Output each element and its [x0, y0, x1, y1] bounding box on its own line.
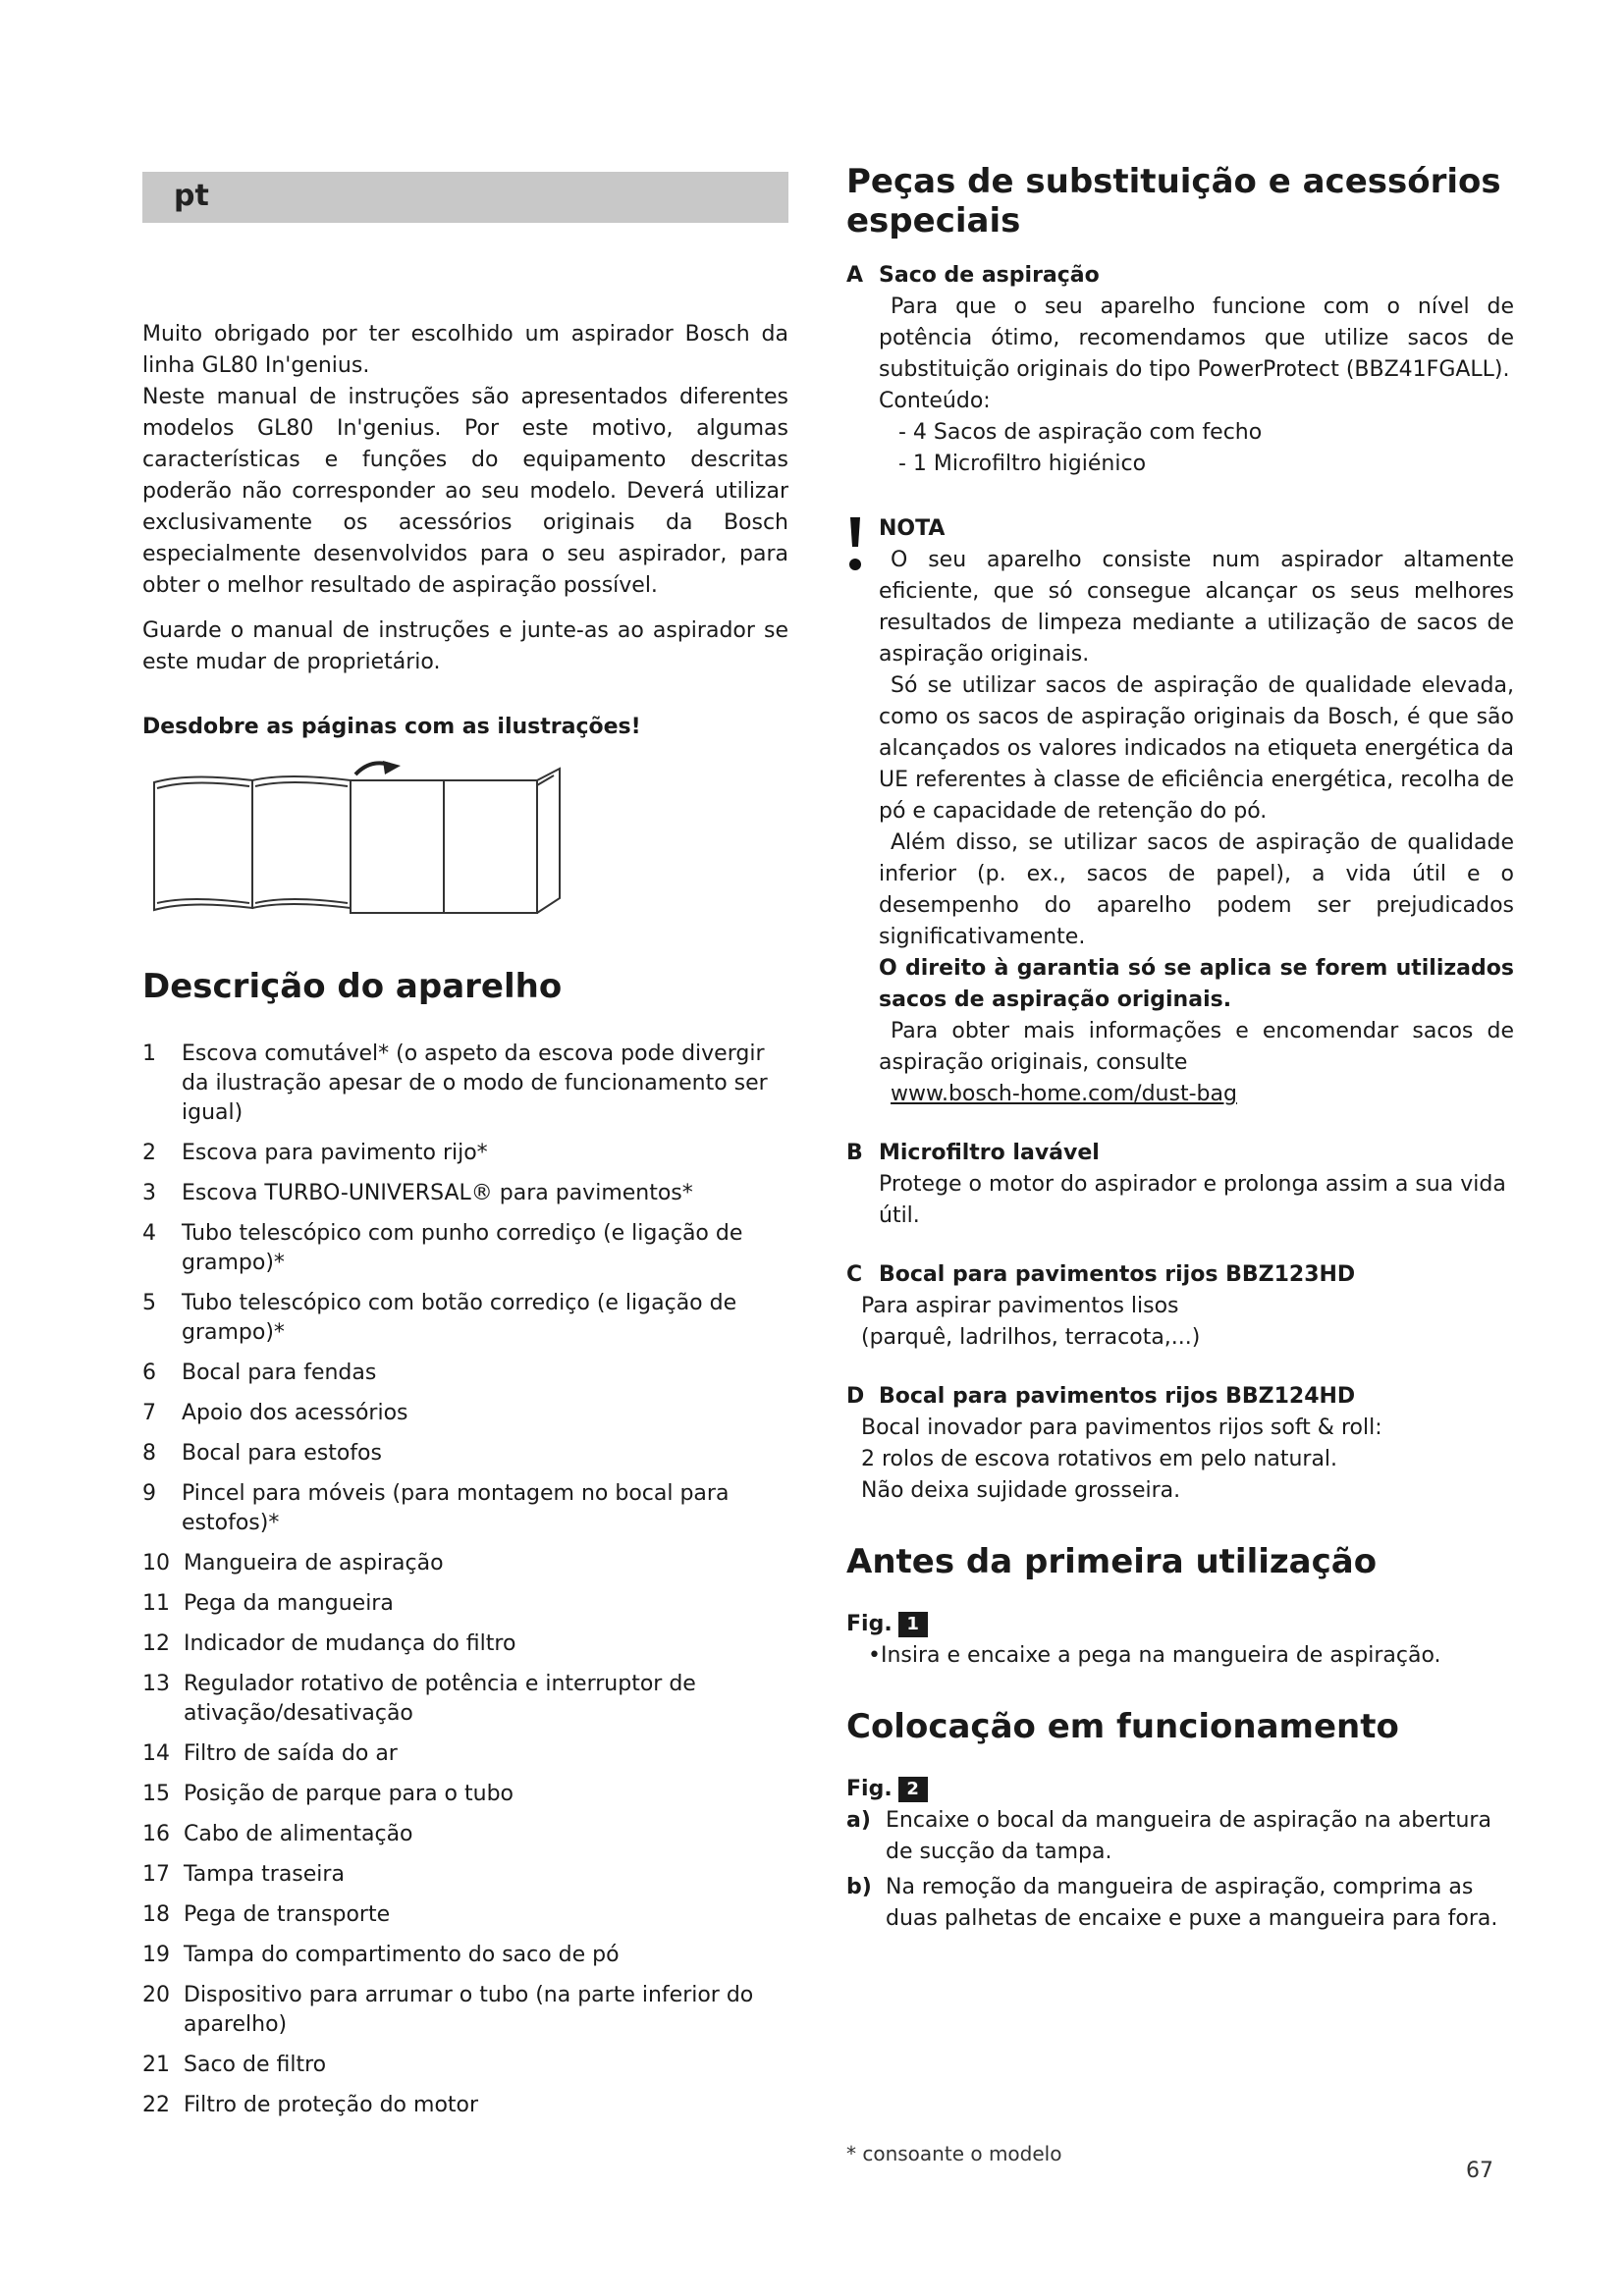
note-p2: Só se utilizar sacos de aspiração de qualidade elevada, como os sacos de aspiração originais da Bosch, é que são alcançados os valores indicados na etiqueta energética da UE referentes à classe de eficiência energética, recolha de pó e capacidade de retenção do pó. [879, 673, 1514, 824]
item-number: 12 [142, 1631, 170, 1656]
note-p1: O seu aparelho consiste num aspirador altamente eficiente, que só consegue alcançar os seus melhores resultados de limpeza mediante a utilização de sacos de aspiração originais. [879, 548, 1514, 667]
figure-reference [846, 1774, 1514, 1805]
note-box [846, 513, 1514, 1110]
list-item [142, 1941, 788, 1970]
item-number: 4 [142, 1221, 156, 1246]
page-number: 67 [1466, 2159, 1493, 2183]
unfold-pages-illustration [149, 761, 788, 932]
step-text: Na remoção da mangueira de aspiração, comprima as duas palhetas de encaixe e puxe a mangueira para fora. [886, 1875, 1498, 1931]
section-title: Microfiltro lavável [879, 1141, 1100, 1165]
item-number: 7 [142, 1401, 156, 1425]
item-text: Filtro de saída do ar [184, 1741, 398, 1766]
list-item [142, 1589, 788, 1619]
startup-title: Colocação em funcionamento [846, 1707, 1399, 1746]
item-number: 17 [142, 1862, 170, 1887]
section-d-heading [846, 1381, 1514, 1413]
before-use-step: •Insira e encaixe a pega na mangueira de aspiração. [868, 1643, 1441, 1668]
step-letter: a) [846, 1808, 871, 1833]
intro-p1: Muito obrigado por ter escolhido um aspirador Bosch da linha GL80 In'genius. [142, 322, 788, 378]
note-body [879, 513, 1514, 1110]
item-text: Dispositivo para arrumar o tubo (na parte inferior do aparelho) [184, 1983, 754, 2037]
right-column [846, 162, 1514, 1935]
item-text: Tubo telescópico com punho corrediço (e ligação de grampo)* [182, 1221, 743, 1275]
list-item [142, 1040, 788, 1128]
item-text: Bocal para fendas [182, 1361, 377, 1385]
intro-p2: Neste manual de instruções são apresentados diferentes modelos GL80 In'genius. Por este motivo, algumas características e funções do equipamento descritas poderão não corresponder ao seu modelo. Deverá utilizar exclusivamente os acessórios originais da Bosch especialmente desenvolvidos para o seu aspirador, para obter o melhor resultado de aspiração possível. [142, 385, 788, 598]
section-a-heading [846, 260, 1514, 292]
list-item [142, 1900, 788, 1930]
list-item [142, 1739, 788, 1769]
list-item [142, 1549, 788, 1578]
item-text: Indicador de mudança do filtro [184, 1631, 516, 1656]
item-number: 15 [142, 1782, 170, 1806]
section-c [846, 1259, 1514, 1354]
note-title: NOTA [879, 516, 946, 541]
item-number: 5 [142, 1291, 156, 1315]
contents-label: Conteúdo: [879, 389, 991, 413]
item-text: Tubo telescópico com botão corrediço (e ligação de grampo)* [182, 1291, 737, 1345]
item-text: Pega da mangueira [184, 1591, 394, 1616]
item-text: Pega de transporte [184, 1902, 391, 1927]
item-number: 9 [142, 1481, 156, 1506]
startup-step-a [846, 1805, 1514, 1868]
section-d-line1: Bocal inovador para pavimentos rijos soft & roll: [861, 1415, 1382, 1440]
list-item [142, 1179, 788, 1208]
list-item [142, 1780, 788, 1809]
note-p3: Além disso, se utilizar sacos de aspiração de qualidade inferior (p. ex., sacos de papel), a vida útil e o desempenho do aparelho podem ser prejudicados significativamente. [879, 830, 1514, 949]
item-number: 2 [142, 1141, 156, 1165]
item-number: 3 [142, 1181, 156, 1205]
list-item [142, 1139, 788, 1168]
item-text: Filtro de proteção do motor [184, 2093, 479, 2117]
section-c-heading [846, 1259, 1514, 1291]
section-d-line3: Não deixa sujidade grosseira. [861, 1478, 1181, 1503]
list-item [142, 2091, 788, 2120]
step-letter: b) [846, 1875, 872, 1899]
section-letter: B [846, 1141, 863, 1165]
item-text: Apoio dos acessórios [182, 1401, 408, 1425]
contents-item: - 4 Sacos de aspiração com fecho [898, 420, 1263, 445]
item-text: Tampa traseira [184, 1862, 345, 1887]
item-text: Mangueira de aspiração [184, 1551, 444, 1575]
dust-bag-link[interactable]: www.bosch-home.com/dust-bag [891, 1082, 1237, 1106]
item-number: 8 [142, 1441, 156, 1466]
section-d-line2: 2 rolos de escova rotativos em pelo natural. [861, 1447, 1338, 1471]
item-number: 1 [142, 1041, 156, 1066]
section-letter: C [846, 1262, 863, 1287]
section-b-heading [846, 1138, 1514, 1169]
description-title: Descrição do aparelho [142, 967, 563, 1006]
list-item [142, 1289, 788, 1348]
list-item [142, 1629, 788, 1659]
item-number: 6 [142, 1361, 156, 1385]
section-title: Bocal para pavimentos rijos BBZ124HD [879, 1384, 1356, 1409]
before-use-title: Antes da primeira utilização [846, 1542, 1378, 1581]
left-column [142, 172, 788, 2131]
list-item [142, 2051, 788, 2080]
item-text: Escova TURBO-UNIVERSAL® para pavimentos* [182, 1181, 693, 1205]
item-number: 14 [142, 1741, 170, 1766]
section-letter: A [846, 263, 864, 288]
item-text: Posição de parque para o tubo [184, 1782, 514, 1806]
intro [142, 319, 788, 678]
list-item [142, 1860, 788, 1890]
step-text: Encaixe o bocal da mangueira de aspiração na abertura de sucção da tampa. [886, 1808, 1491, 1864]
note-p4: Para obter mais informações e encomendar sacos de aspiração originais, consulte [879, 1019, 1514, 1075]
item-text: Escova comutável* (o aspeto da escova pode divergir da ilustração apesar de o modo de funcionamento ser igual) [182, 1041, 768, 1125]
item-text: Saco de filtro [184, 2053, 327, 2077]
section-a [846, 260, 1514, 480]
item-text: Regulador rotativo de potência e interruptor de ativação/desativação [184, 1672, 696, 1726]
section-d [846, 1381, 1514, 1507]
section-title: Bocal para pavimentos rijos BBZ123HD [879, 1262, 1356, 1287]
item-number: 18 [142, 1902, 170, 1927]
section-letter: D [846, 1384, 865, 1409]
section-b-text: Protege o motor do aspirador e prolonga assim a sua vida útil. [879, 1172, 1506, 1228]
unfold-instruction: Desdobre as páginas com as ilustrações! [142, 715, 641, 739]
section-c-line1: Para aspirar pavimentos lisos [861, 1294, 1179, 1318]
item-number: 11 [142, 1591, 170, 1616]
section-c-line2: (parquê, ladrilhos, terracota,...) [861, 1325, 1201, 1350]
list-item [142, 1479, 788, 1538]
fig-number: 2 [898, 1777, 928, 1802]
section-a-text: Para que o seu aparelho funcione com o nível de potência ótimo, recomendamos que utilize sacos de substituição originais do tipo PowerProtect (BBZ41FGALL). [879, 294, 1514, 382]
intro-p3: Guarde o manual de instruções e junte-as ao aspirador se este mudar de proprietário. [142, 618, 788, 674]
parts-list [142, 1040, 788, 2120]
item-number: 16 [142, 1822, 170, 1846]
warning-icon [846, 513, 879, 1110]
fig-label: Fig. [846, 1612, 893, 1636]
footnote: * consoante o modelo [846, 2142, 1062, 2165]
language-tab: pt [142, 172, 788, 223]
contents-item: - 1 Microfiltro higiénico [898, 452, 1147, 476]
section-title: Saco de aspiração [879, 263, 1100, 288]
list-item [142, 1359, 788, 1388]
section-b [846, 1138, 1514, 1232]
list-item [142, 1399, 788, 1428]
parts-title: Peças de substituição e acessórios especiais [846, 162, 1501, 240]
fig-number: 1 [898, 1612, 928, 1637]
fig-label: Fig. [846, 1777, 893, 1801]
item-number: 19 [142, 1943, 170, 1967]
item-number: 13 [142, 1672, 170, 1696]
startup-step-b [846, 1872, 1514, 1935]
item-text: Cabo de alimentação [184, 1822, 413, 1846]
list-item [142, 1219, 788, 1278]
item-number: 20 [142, 1983, 170, 2007]
list-item [142, 1670, 788, 1729]
item-number: 22 [142, 2093, 170, 2117]
item-text: Tampa do compartimento do saco de pó [184, 1943, 620, 1967]
item-text: Pincel para móveis (para montagem no bocal para estofos)* [182, 1481, 730, 1535]
list-item [142, 1981, 788, 2040]
figure-reference [846, 1609, 1514, 1640]
item-text: Bocal para estofos [182, 1441, 382, 1466]
item-text: Escova para pavimento rijo* [182, 1141, 488, 1165]
list-item [142, 1820, 788, 1849]
list-item [142, 1439, 788, 1468]
item-number: 10 [142, 1551, 170, 1575]
warranty-notice: O direito à garantia só se aplica se forem utilizados sacos de aspiração originais. [879, 956, 1514, 1012]
item-number: 21 [142, 2053, 170, 2077]
